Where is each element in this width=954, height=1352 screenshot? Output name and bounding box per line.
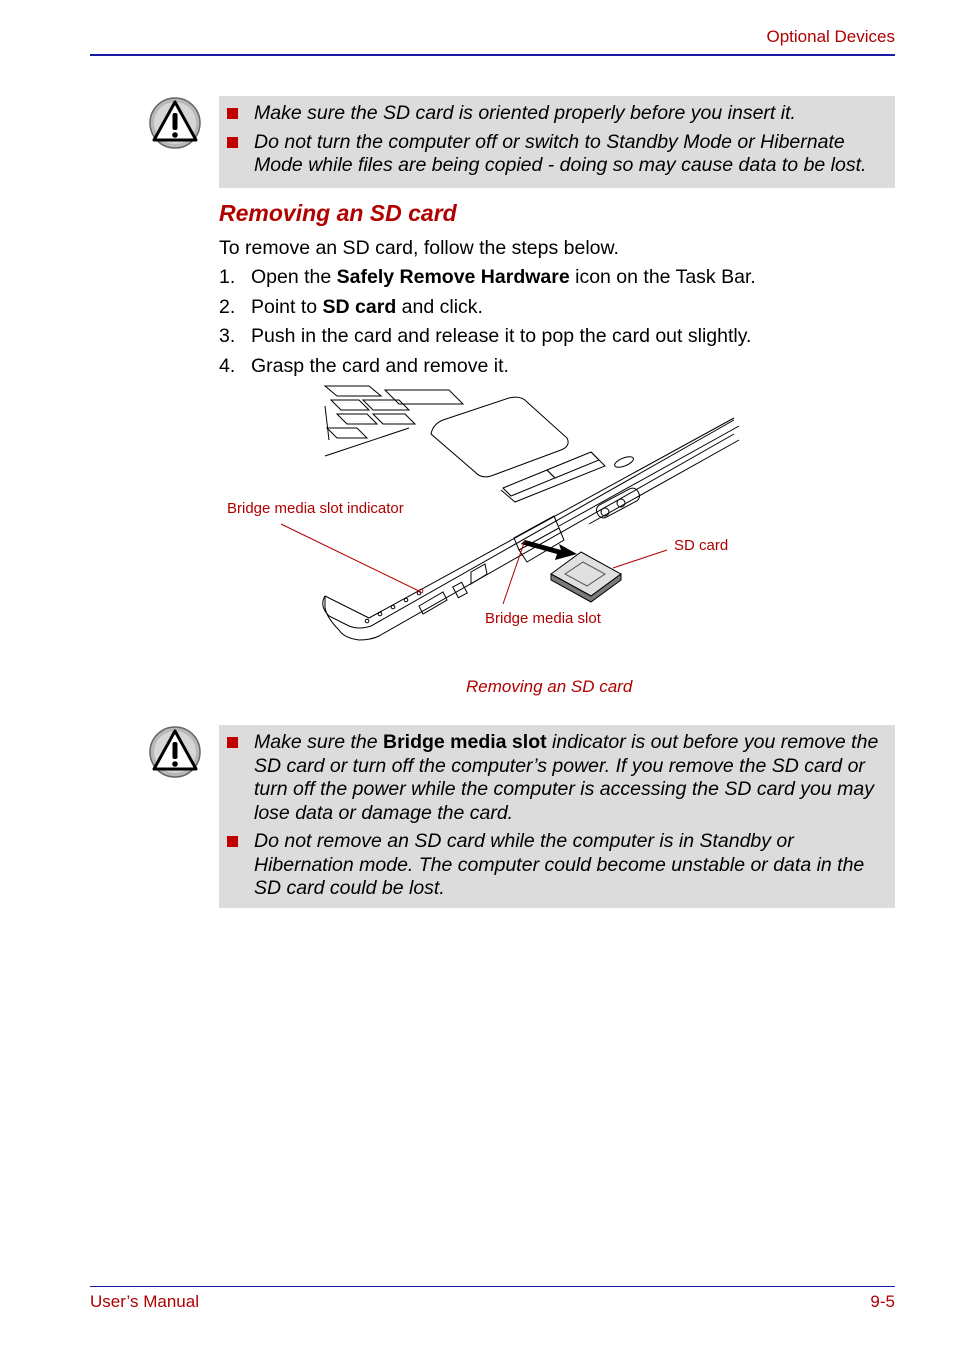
callout-slot: Bridge media slot: [485, 610, 601, 627]
figure-caption: Removing an SD card: [466, 677, 633, 696]
caution-item: Do not turn the computer off or switch to Standby Mode or Hibernate Mode while files are being copied - doing so may cause data to be lost.: [223, 131, 887, 178]
caution-item: Make sure the Bridge media slot indicator is out before you remove the SD card or turn off the computer’s power. If you remove the SD card or turn off the power while the computer is accessing the SD card you may lose data or damage the card.: [223, 731, 887, 825]
bullet-square-icon: [227, 108, 238, 119]
caution-triangle-icon: [148, 96, 202, 150]
sd-card-icon: [551, 552, 621, 602]
ui-term: Safely Remove Hardware: [336, 266, 570, 288]
footer-manual-title: User’s Manual: [90, 1292, 199, 1311]
ui-term: Bridge media slot: [382, 731, 547, 753]
running-header: Optional Devices: [766, 27, 895, 46]
caution-item: Make sure the SD card is oriented properly before you insert it.: [223, 102, 887, 126]
section-intro: To remove an SD card, follow the steps below.: [219, 237, 619, 259]
laptop-sd-card-illustration: [219, 378, 749, 668]
ui-term: SD card: [322, 296, 397, 318]
footer-rule: [90, 1286, 895, 1287]
step-4: 4. Grasp the card and remove it.: [219, 355, 509, 377]
page-number: 9-5: [870, 1292, 895, 1311]
callout-sd-card: SD card: [674, 537, 729, 554]
caution-item: Do not remove an SD card while the computer is in Standby or Hibernation mode. The computer could become unstable or data in the SD card could be lost.: [223, 830, 887, 901]
caution-box-1: [219, 96, 895, 188]
bullet-square-icon: [227, 137, 238, 148]
step-2: 2. Point to SD card and click.: [219, 296, 483, 318]
bullet-square-icon: [227, 836, 238, 847]
step-3: 3. Push in the card and release it to pop the card out slightly.: [219, 325, 752, 347]
section-title: Removing an SD card: [219, 200, 457, 226]
caution-triangle-icon: [148, 725, 202, 779]
bullet-square-icon: [227, 737, 238, 748]
callout-indicator: Bridge media slot indicator: [227, 500, 404, 517]
step-1: 1. Open the Safely Remove Hardware icon on the Task Bar.: [219, 266, 756, 288]
header-rule: [90, 54, 895, 56]
caution-box-2: [219, 725, 895, 908]
